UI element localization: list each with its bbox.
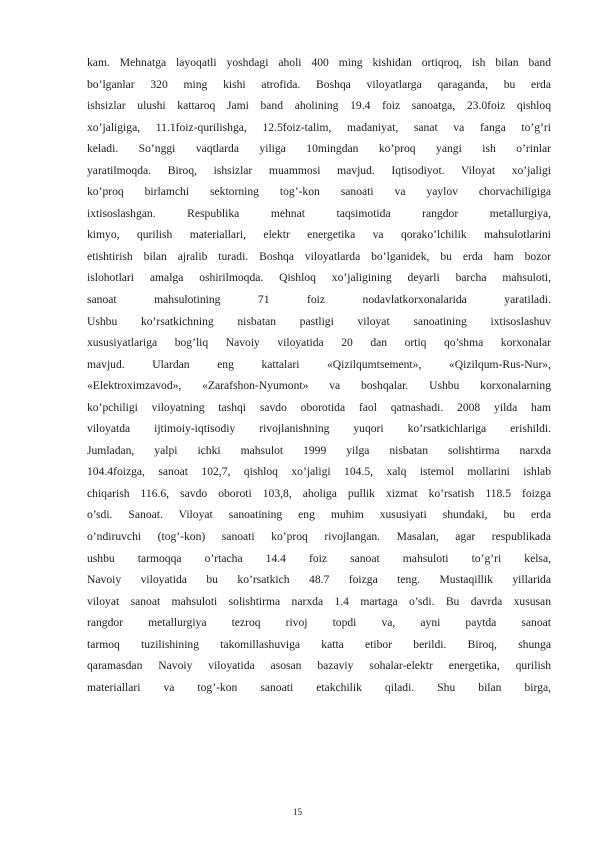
text-line: Navoiy viloyatida bu ko’rsatkich 48.7 foizga teng. Mustaqillik yillarida xyxy=(87,573,551,587)
page-number: 15 xyxy=(293,807,302,817)
text-line: kam. Mehnatga layoqatli yoshdagi aholi 400 ming kishidan ortiqroq, ish bilan band xyxy=(87,56,551,69)
text-line: o’sdi. Sanoat. Viloyat sanoatining eng muhim xususiyati shundaki, bu erda xyxy=(87,508,551,522)
text-line: sanoat mahsulotining 71 foiz nodavlatkorxonalarida yaratiladi. xyxy=(87,293,551,307)
text-line: etishtirish bilan ajralib turadi. Boshqa viloyatlarda bo’lganidek, bu erda ham bozor xyxy=(87,249,551,263)
text-line: mavjud. Ulardan eng kattalari «Qizilqumtsement», «Qizilqum-Rus-Nur», xyxy=(87,357,551,371)
text-line: yaratilmoqda. Biroq, ishsizlar muammosi mavjud. Iqtisodiyot. Viloyat xo’jaligi xyxy=(87,163,551,177)
text-line: rangdor metallurgiya tezroq rivoj topdi va, ayni paytda sanoat xyxy=(87,616,551,630)
text-line: bo’lganlar 320 ming kishi atrofida. Boshqa viloyatlarga qaraganda, bu erda xyxy=(87,77,551,91)
text-line: ushbu tarmoqqa o’rtacha 14.4 foiz sanoat mahsuloti to’g’ri kelsa, xyxy=(87,551,551,565)
text-line: ko’pchiligi viloyatning tashqi savdo oborotida faol qatnashadi. 2008 yilda ham xyxy=(87,400,551,414)
text-line: materiallari va tog’-kon sanoati etakchilik qiladi. Shu bilan birga, xyxy=(87,680,551,694)
text-line: chiqarish 116.6, savdo oboroti 103,8, aholiga pullik xizmat ko’rsatish 118.5 foizga xyxy=(87,486,551,500)
text-line: 104.4foizga, sanoat 102,7, qishloq xo’jaligi 104.5, xalq istemol mollarini ishlab xyxy=(87,465,551,479)
text-line: keladi. So’nggi vaqtlarda yiliga 10mingdan ko’proq yangi ish o’rinlar xyxy=(87,142,551,156)
text-line: kimyo, qurilish materiallari, elektr energetika va qorako’lchilik mahsulotlarini xyxy=(87,228,551,242)
text-line: viloyat sanoat mahsuloti solishtirma narxda 1.4 martaga o’sdi. Bu davrda xususan xyxy=(87,594,551,608)
text-line: xususiyatlariga bog’liq Navoiy viloyatida 20 dan ortiq qo’shma korxonalar xyxy=(87,336,551,350)
text-line: tarmoq tuzilishining takomillashuviga katta etibor berildi. Biroq, shunga xyxy=(87,637,551,651)
text-line: «Elektroximzavod», «Zarafshon-Nyumont» va boshqalar. Ushbu korxonalarning xyxy=(87,379,551,393)
text-line: ishsizlar ulushi kattaroq Jami band aholining 19.4 foiz sanoatga, 23.0foiz qishloq xyxy=(87,99,551,113)
text-line: o’ndiruvchi (tog’-kon) sanoati ko’proq rivojlangan. Masalan, agar respublikada xyxy=(87,530,551,544)
text-line: qaramasdan Navoiy viloyatida asosan bazaviy sohalar-elektr energetika, qurilish xyxy=(87,659,551,673)
text-line: ixtisoslashgan. Respublika mehnat taqsimotida rangdor metallurgiya, xyxy=(87,206,551,220)
text-line: Jumladan, yalpi ichki mahsulot 1999 yilga nisbatan solishtirma narxda xyxy=(87,443,551,457)
body-text xyxy=(87,52,551,698)
text-line: xo’jaligiga, 11.1foiz-qurilishga, 12.5foiz-talim, madaniyat, sanat va fanga to’g’ri xyxy=(87,120,551,134)
text-line: islohotlari amalga oshirilmoqda. Qishloq xo’jaligining deyarli barcha mahsuloti, xyxy=(87,271,551,285)
text-line: ko’proq birlamchi sektorning tog’-kon sanoati va yaylov chorvachiligiga xyxy=(87,185,551,199)
text-line: Ushbu ko’rsatkichning nisbatan pastligi viloyat sanoatining ixtisoslashuv xyxy=(87,314,551,328)
text-line: viloyatda ijtimoiy-iqtisodiy rivojlanishning yuqori ko’rsatkichlariga erishildi. xyxy=(87,422,551,436)
